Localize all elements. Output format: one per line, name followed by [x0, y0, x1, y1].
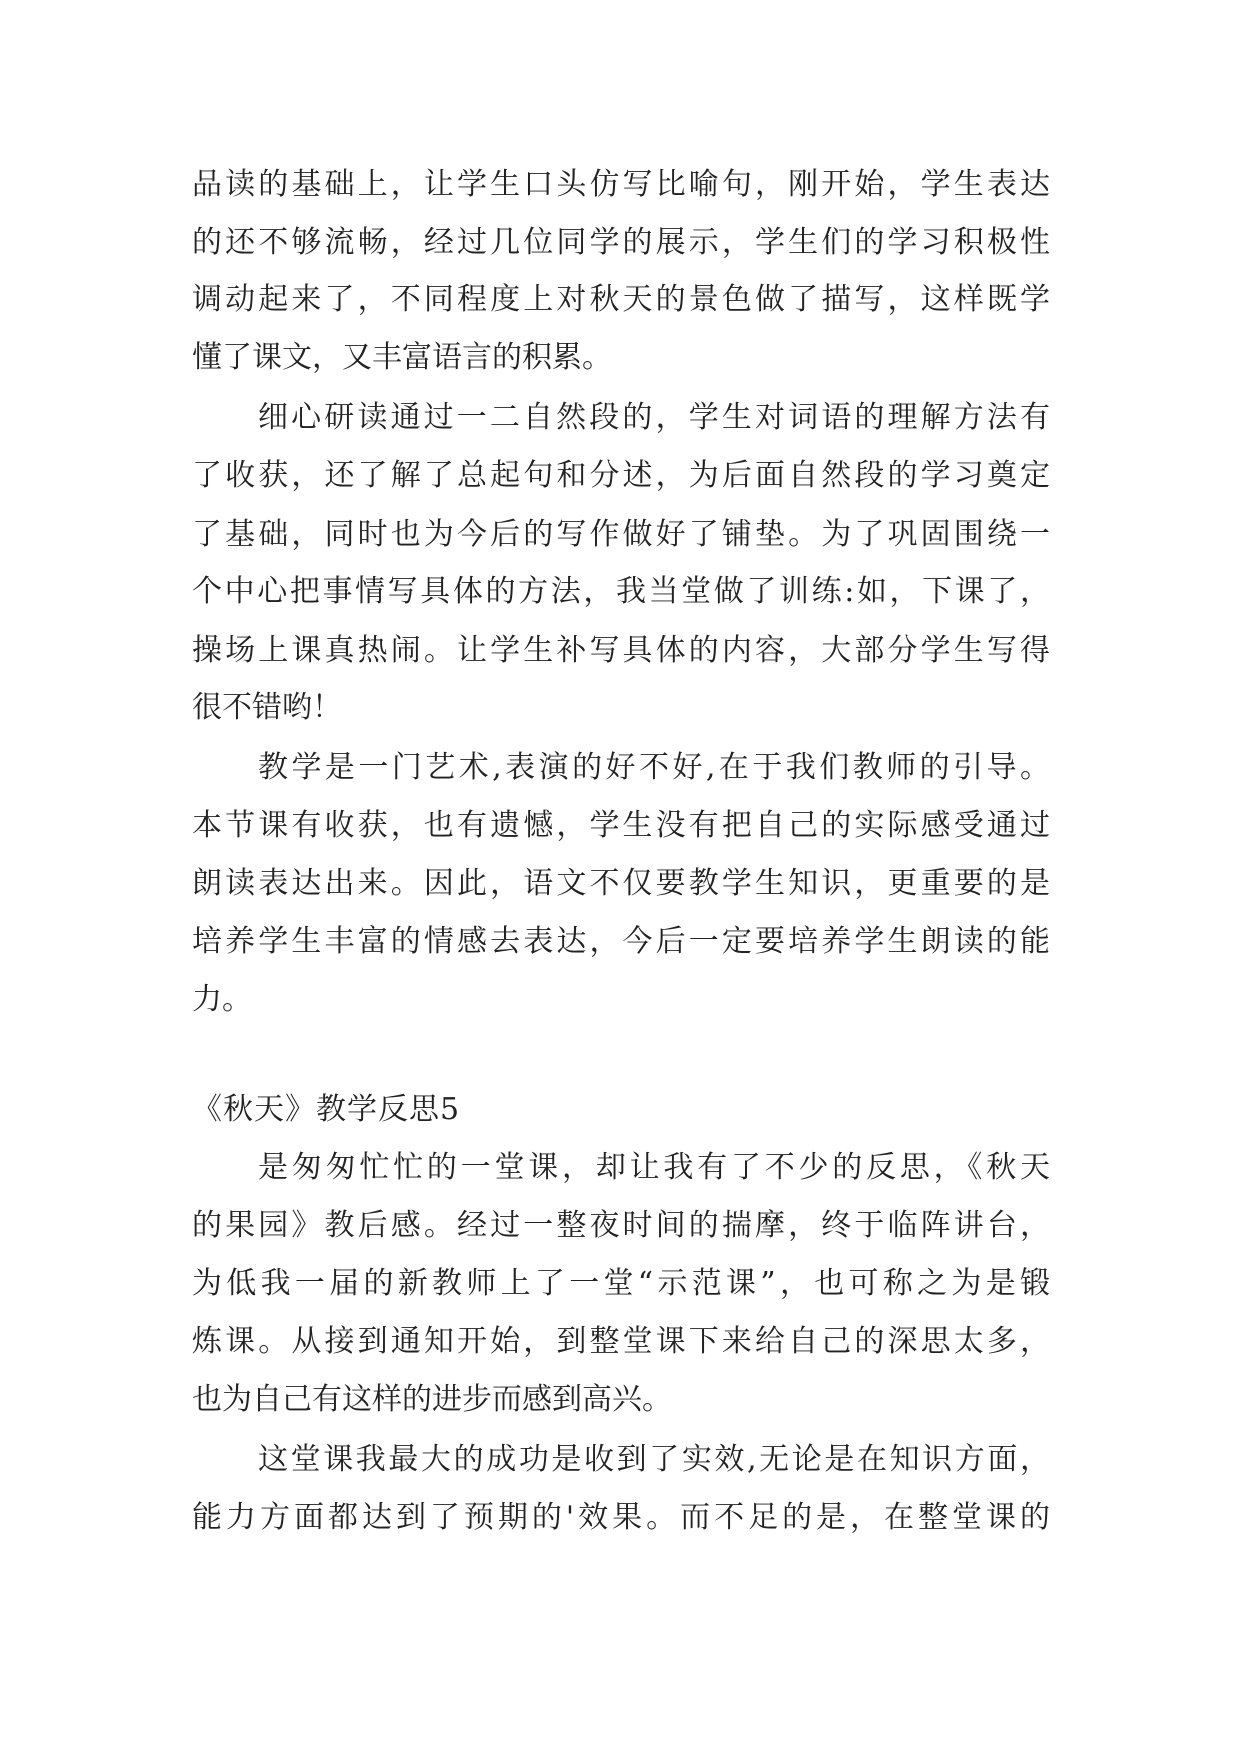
text-line: 教学是一门艺术,表演的好不好,在于我们教师的引导。 [258, 750, 1050, 785]
text-line: 的果园》教后感。经过一整夜时间的揣摩，终于临阵讲台， [192, 1208, 1050, 1243]
text-line: 品读的基础上，让学生口头仿写比喻句，刚开始，学生表达 [192, 167, 1050, 202]
text-line: 炼课。从接到通知开始，到整堂课下来给自己的深思太多， [192, 1324, 1050, 1359]
text-line: 懂了课文，又丰富语言的积累。 [192, 340, 612, 375]
text-line: 这堂课我最大的成功是收到了实效,无论是在知识方面， [258, 1442, 1050, 1477]
text-line: 朗读表达出来。因此，语文不仅要教学生知识，更重要的是 [192, 866, 1050, 901]
text-line: 调动起来了，不同程度上对秋天的景色做了描写，这样既学 [192, 282, 1050, 317]
text-line: 力。 [192, 982, 252, 1017]
text-line: 的还不够流畅，经过几位同学的展示，学生们的学习积极性 [192, 225, 1050, 260]
text-line: 是匆匆忙忙的一堂课，却让我有了不少的反思，《秋天 [258, 1150, 1050, 1185]
text-line: 也为自己有这样的进步而感到高兴。 [192, 1382, 672, 1417]
text-line: 为低我一届的新教师上了一堂“示范课”，也可称之为是锻 [192, 1266, 1050, 1301]
section-heading: 《秋天》教学反思5 [192, 1092, 461, 1127]
text-line: 了基础，同时也为今后的写作做好了铺垫。为了巩固围绕一 [192, 517, 1050, 552]
text-line: 个中心把事情写具体的方法，我当堂做了训练:如，下课了， [192, 574, 1050, 609]
text-line: 本节课有收获，也有遗憾，学生没有把自己的实际感受通过 [192, 808, 1050, 843]
text-line: 了收获，还了解了总起句和分述，为后面自然段的学习奠定 [192, 458, 1050, 493]
text-line: 能力方面都达到了预期的'效果。而不足的是，在整堂课的 [192, 1500, 1050, 1535]
text-line: 很不错哟！ [192, 690, 342, 725]
text-line: 操场上课真热闹。让学生补写具体的内容，大部分学生写得 [192, 633, 1050, 668]
text-line: 培养学生丰富的情感去表达，今后一定要培养学生朗读的能 [192, 924, 1050, 959]
text-line: 细心研读通过一二自然段的，学生对词语的理解方法有 [258, 400, 1050, 435]
